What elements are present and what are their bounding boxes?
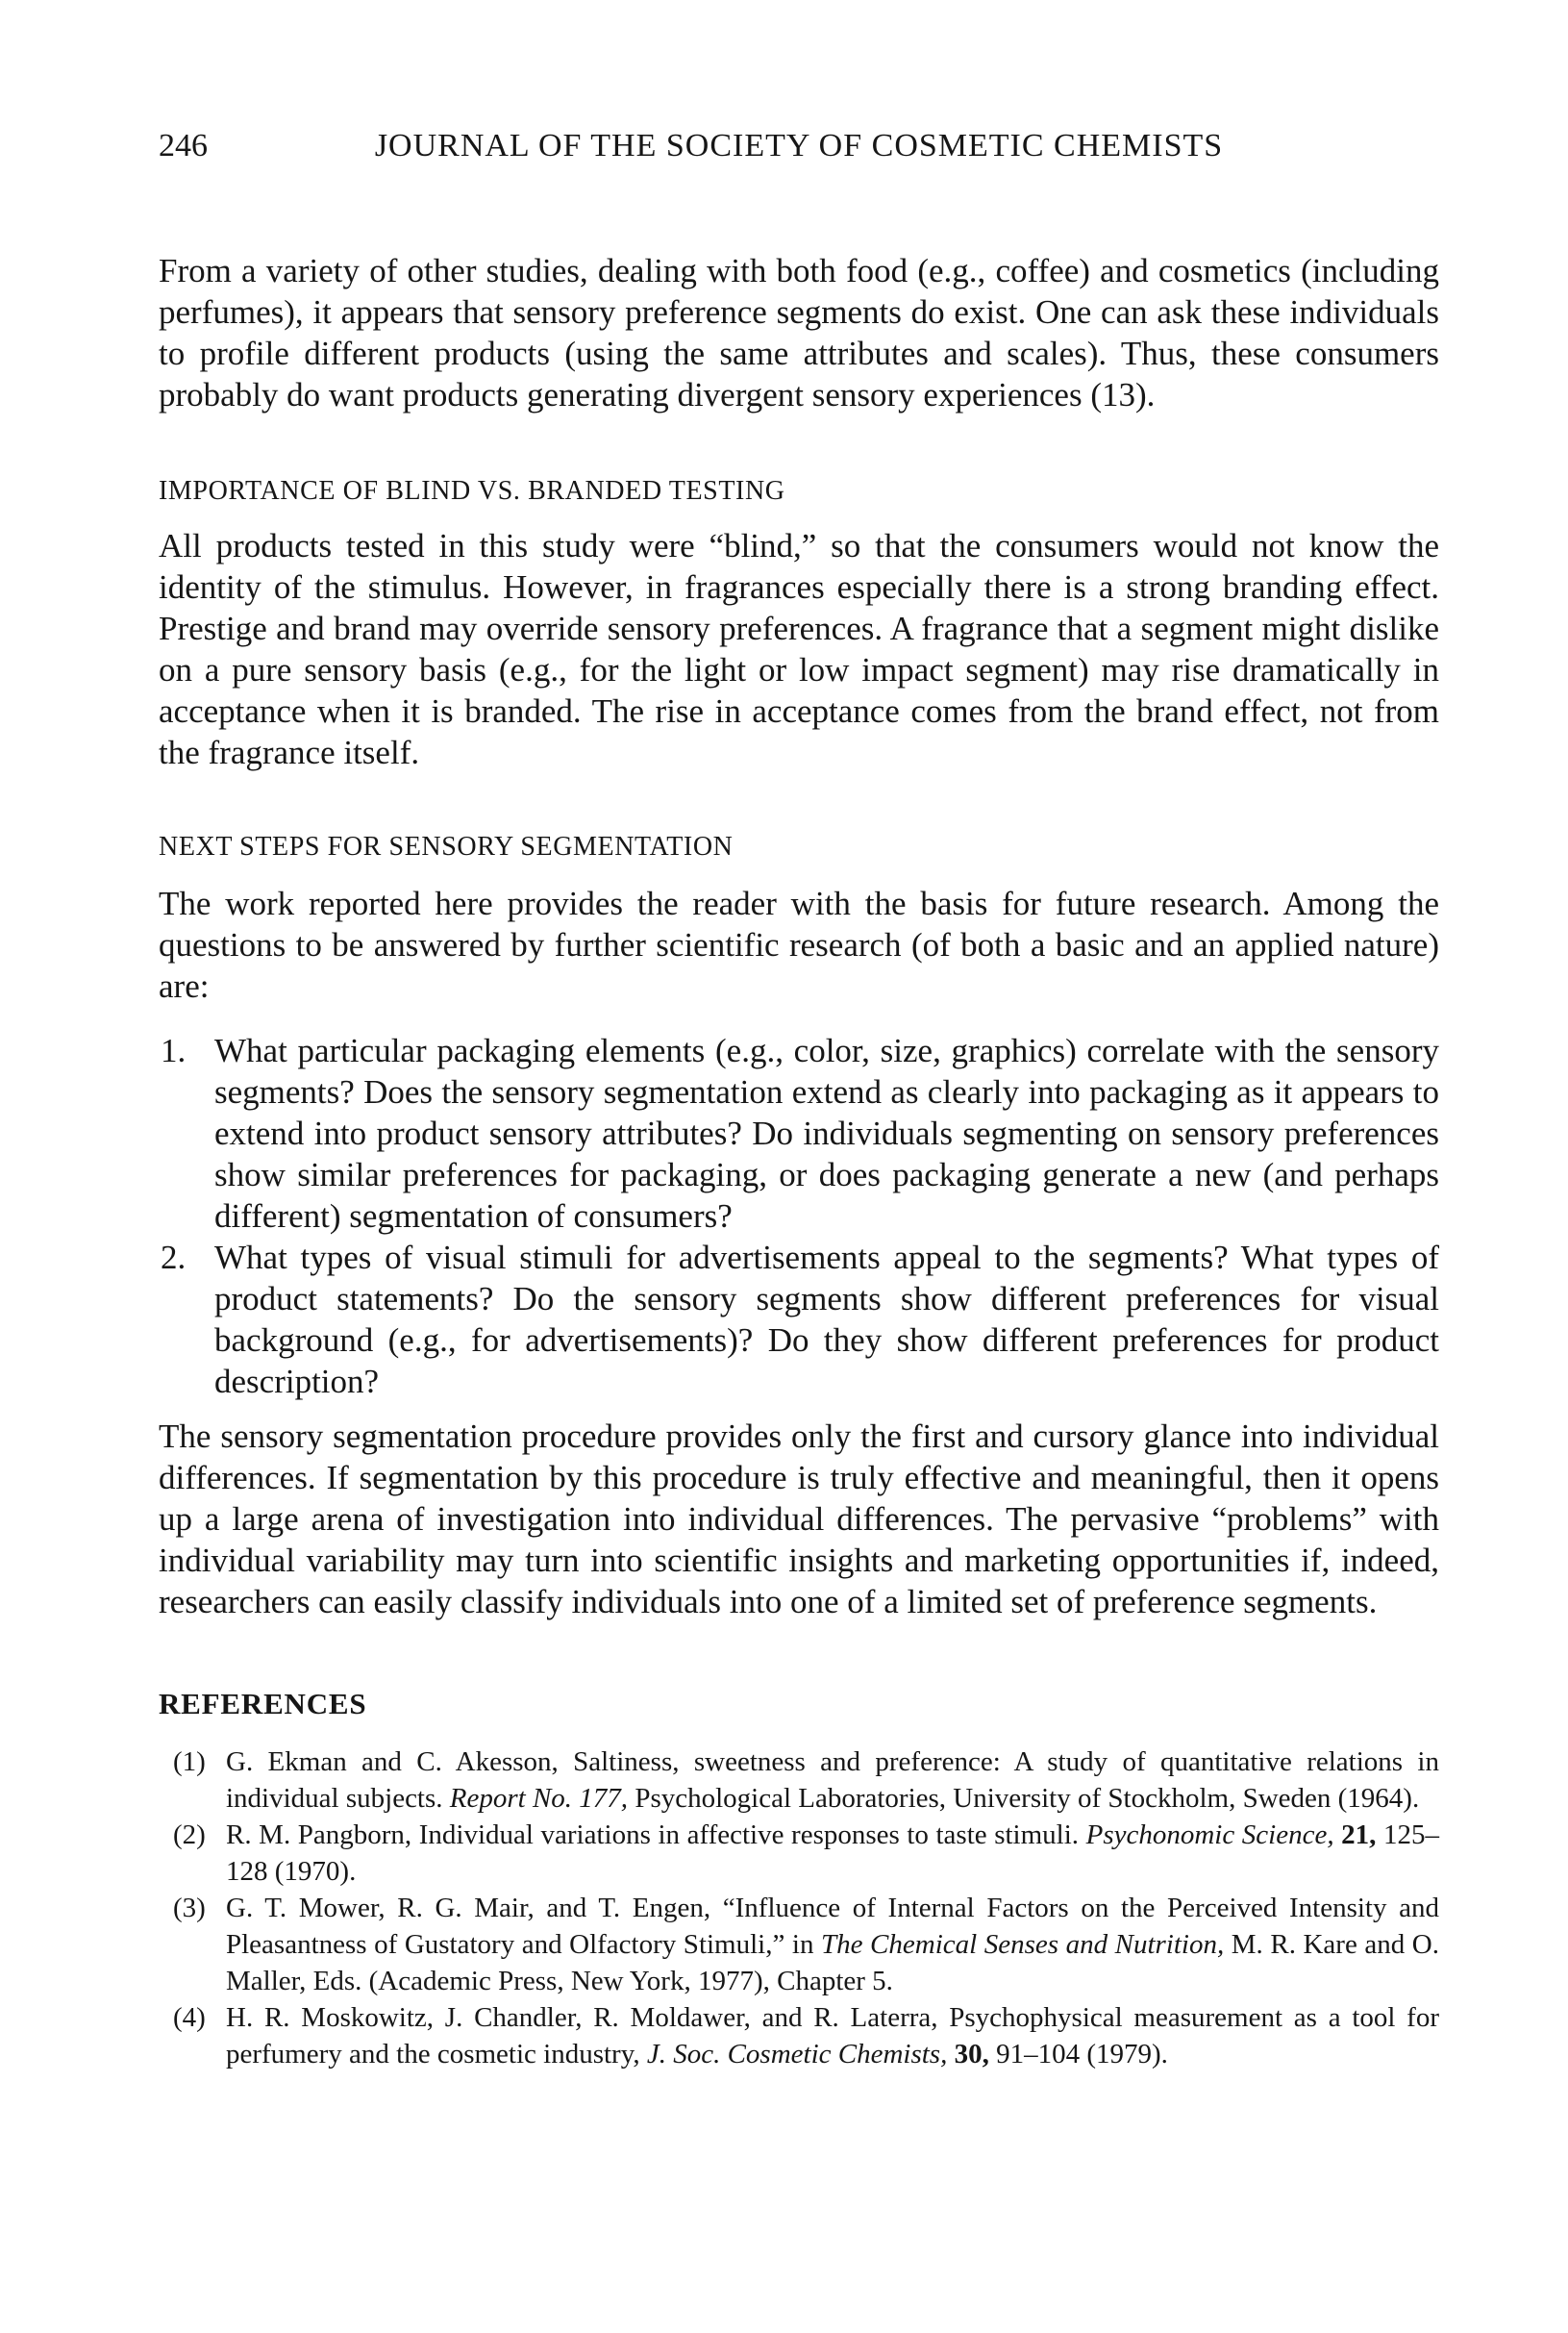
- reference-number: (1): [173, 1746, 206, 1777]
- list-item-text: What types of visual stimuli for advertisements appeal to the segments? What types of product statements? Do the sensory segments show different preferences for visual background (e.g., for advertisements)? Do they show different preferences for product description?: [214, 1239, 1439, 1400]
- section-heading-next-steps: NEXT STEPS FOR SENSORY SEGMENTATION: [159, 832, 734, 862]
- list-item-number: 1.: [161, 1032, 187, 1069]
- reference-number: (3): [173, 1893, 206, 1923]
- list-item-text: What particular packaging elements (e.g., color, size, graphics) correlate with the sensory segments? Does the sensory segmentation extend as clearly into packaging as it appears to extend into product sensory attributes? Do individuals segmenting on sensory preferences show similar preferences for packaging, or does packaging generate a new (and perhaps different) segmentation of consumers?: [214, 1032, 1439, 1235]
- paragraph-closing: The sensory segmentation procedure provides only the first and cursory glance into individual differences. If segmentation by this procedure is truly effective and meaningful, then it opens up a large arena of investigation into individual differences. The pervasive “problems” with individual variability may turn into scientific insights and marketing opportunities if, indeed, researchers can easily classify individuals into one of a limited set of preference segments.: [159, 1417, 1439, 1620]
- reference-text: H. R. Moskowitz, J. Chandler, R. Moldawer, and R. Laterra, Psychophysical measurement as a tool for perfumery and the cosmetic industry, J. Soc. Cosmetic Chemists, 30, 91–104 (1979).: [226, 2002, 1439, 2070]
- paragraph-intro: From a variety of other studies, dealing with both food (e.g., coffee) and cosmetics (including perfumes), it appears that sensory preference segments do exist. One can ask these individuals to profile different products (using the same attributes and scales). Thus, these consumers probably do want products generating divergent sensory experiences (13).: [159, 252, 1439, 414]
- references-heading: REFERENCES: [159, 1687, 367, 1720]
- list-item-visual-stimuli: [159, 1237, 1439, 1402]
- reference-item: [173, 1999, 1439, 2072]
- page-number: 246: [159, 128, 208, 163]
- running-title: JOURNAL OF THE SOCIETY OF COSMETIC CHEMISTS: [374, 128, 1224, 163]
- reference-item: [173, 1890, 1439, 1999]
- reference-item: [173, 1743, 1439, 1817]
- reference-text: R. M. Pangborn, Individual variations in affective responses to taste stimuli. Psychonomic Science, 21, 125–128 (1970).: [226, 1819, 1439, 1887]
- reference-text: G. Ekman and C. Akesson, Saltiness, sweetness and preference: A study of quantitative relations in individual subjects. Report No. 177, Psychological Laboratories, University of Stockholm, Sweden (1964).: [226, 1746, 1439, 1814]
- paragraph-blind-testing: All products tested in this study were “blind,” so that the consumers would not know the identity of the stimulus. However, in fragrances especially there is a strong branding effect. Prestige and brand may override sensory preferences. A fragrance that a segment might dislike on a pure sensory basis (e.g., for the light or low impact segment) may rise dramatically in acceptance when it is branded. The rise in acceptance comes from the brand effect, not from the fragrance itself.: [159, 527, 1439, 771]
- page-header: [159, 125, 1439, 167]
- paragraph-next-steps-intro: The work reported here provides the reader with the basis for future research. Among the questions to be answered by further scientific research (of both a basic and an applied nature) are:: [159, 885, 1439, 1005]
- list-item-packaging: [159, 1030, 1439, 1237]
- reference-number: (2): [173, 1819, 206, 1850]
- references-list: [159, 1743, 1439, 2072]
- list-item-number: 2.: [161, 1239, 187, 1276]
- section-heading-blind-vs-branded: IMPORTANCE OF BLIND VS. BRANDED TESTING: [159, 476, 785, 506]
- reference-number: (4): [173, 2002, 206, 2033]
- reference-item: [173, 1817, 1439, 1890]
- question-list: [159, 1030, 1439, 1402]
- reference-text: G. T. Mower, R. G. Mair, and T. Engen, “Influence of Internal Factors on the Perceived Intensity and Pleasantness of Gustatory and Olfactory Stimuli,” in The Chemical Senses and Nutrition, M. R. Kare and O. Maller, Eds. (Academic Press, New York, 1977), Chapter 5.: [226, 1893, 1439, 1996]
